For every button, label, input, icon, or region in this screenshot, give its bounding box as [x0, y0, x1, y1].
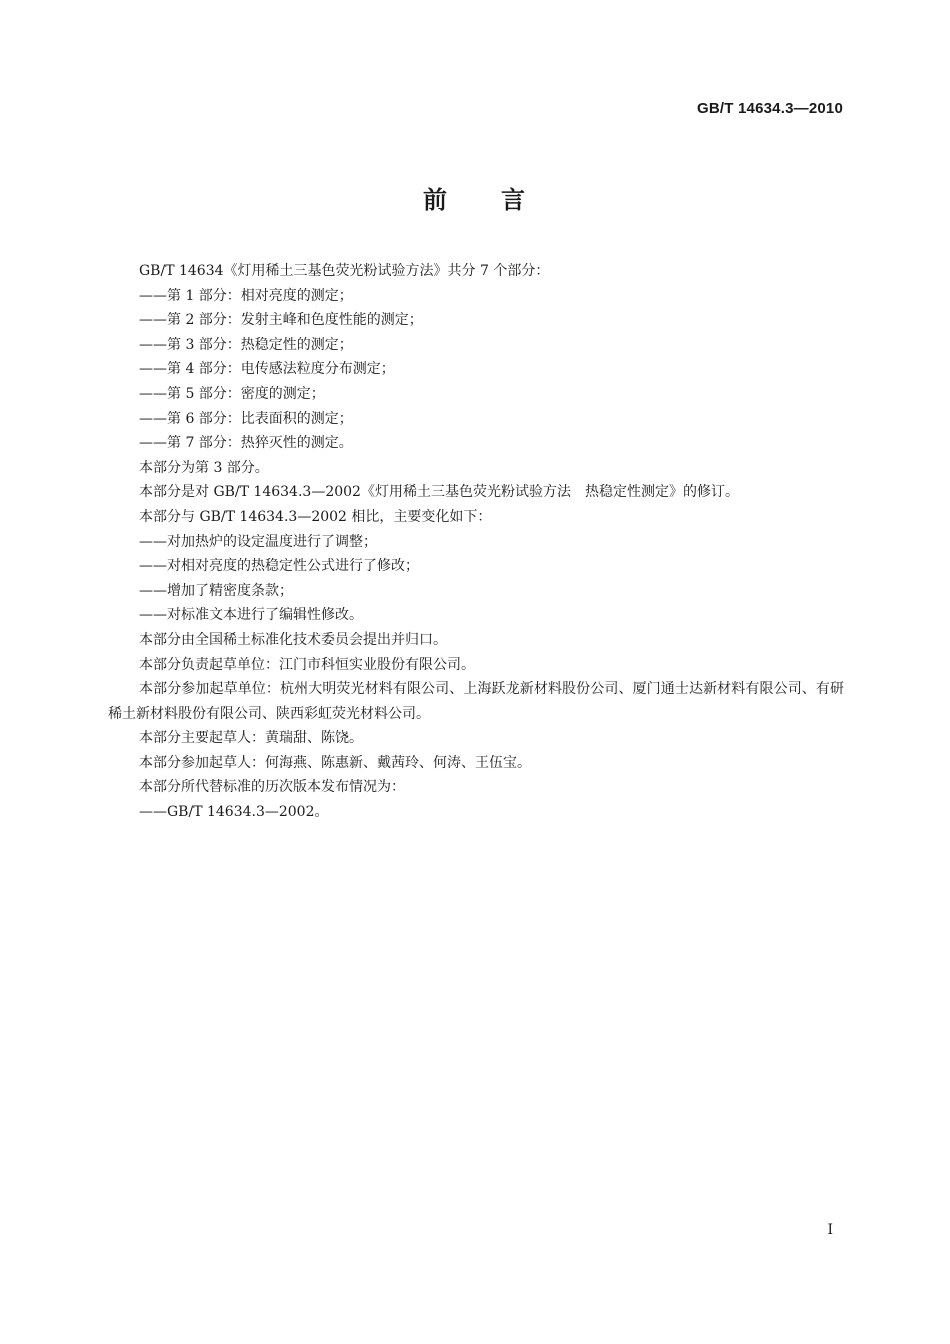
list-item: ——GB/T 14634.3—2002。 [139, 804, 329, 821]
paragraph: 本部分参加起草人：何海燕、陈惠新、戴茜玲、何涛、王伍宝。 [139, 754, 531, 771]
list-item: ——第 5 部分：密度的测定； [139, 385, 325, 402]
list-item: ——第 1 部分：相对亮度的测定； [139, 287, 353, 304]
page-title [0, 180, 950, 215]
paragraph: 本部分负责起草单位：江门市科恒实业股份有限公司。 [139, 656, 475, 673]
page-number: I [827, 1222, 833, 1238]
paragraph: 本部分所代替标准的历次版本发布情况为： [139, 779, 405, 796]
list-item: ——第 3 部分：热稳定性的测定； [139, 336, 353, 353]
paragraph: 本部分是对 GB/T 14634.3—2002《灯用稀土三基色荧光粉试验方法 热稳定性测定》的修订。 [139, 484, 739, 501]
list-item: ——第 7 部分：热猝灭性的测定。 [139, 435, 353, 452]
standard-code: GB/T 14634.3—2010 [697, 100, 843, 117]
title-char-1: 前 [423, 186, 449, 214]
title-char-2: 言 [501, 186, 527, 214]
foreword-body [108, 259, 844, 825]
list-item: ——第 2 部分：发射主峰和色度性能的测定； [139, 312, 423, 329]
paragraph: 本部分由全国稀土标准化技术委员会提出并归口。 [139, 631, 447, 648]
list-item: ——第 6 部分：比表面积的测定； [139, 410, 353, 427]
paragraph: 本部分主要起草人：黄瑞甜、陈饶。 [139, 730, 363, 747]
list-item: ——对标准文本进行了编辑性修改。 [139, 607, 363, 624]
paragraph: 本部分参加起草单位：杭州大明荧光材料有限公司、上海跃龙新材料股份公司、厦门通士达新材料有限公司、有研稀土新材料股份有限公司、陕西彩虹荧光材料公司。 [108, 681, 844, 722]
list-item: ——对加热炉的设定温度进行了调整； [139, 533, 377, 550]
paragraph: 本部分为第 3 部分。 [139, 459, 269, 476]
list-item: ——对相对亮度的热稳定性公式进行了修改； [139, 558, 419, 575]
paragraph: 本部分与 GB/T 14634.3—2002 相比，主要变化如下： [139, 508, 492, 525]
list-item: ——第 4 部分：电传感法粒度分布测定； [139, 361, 395, 378]
paragraph: GB/T 14634《灯用稀土三基色荧光粉试验方法》共分 7 个部分： [139, 263, 550, 279]
list-item: ——增加了精密度条款； [139, 582, 293, 599]
